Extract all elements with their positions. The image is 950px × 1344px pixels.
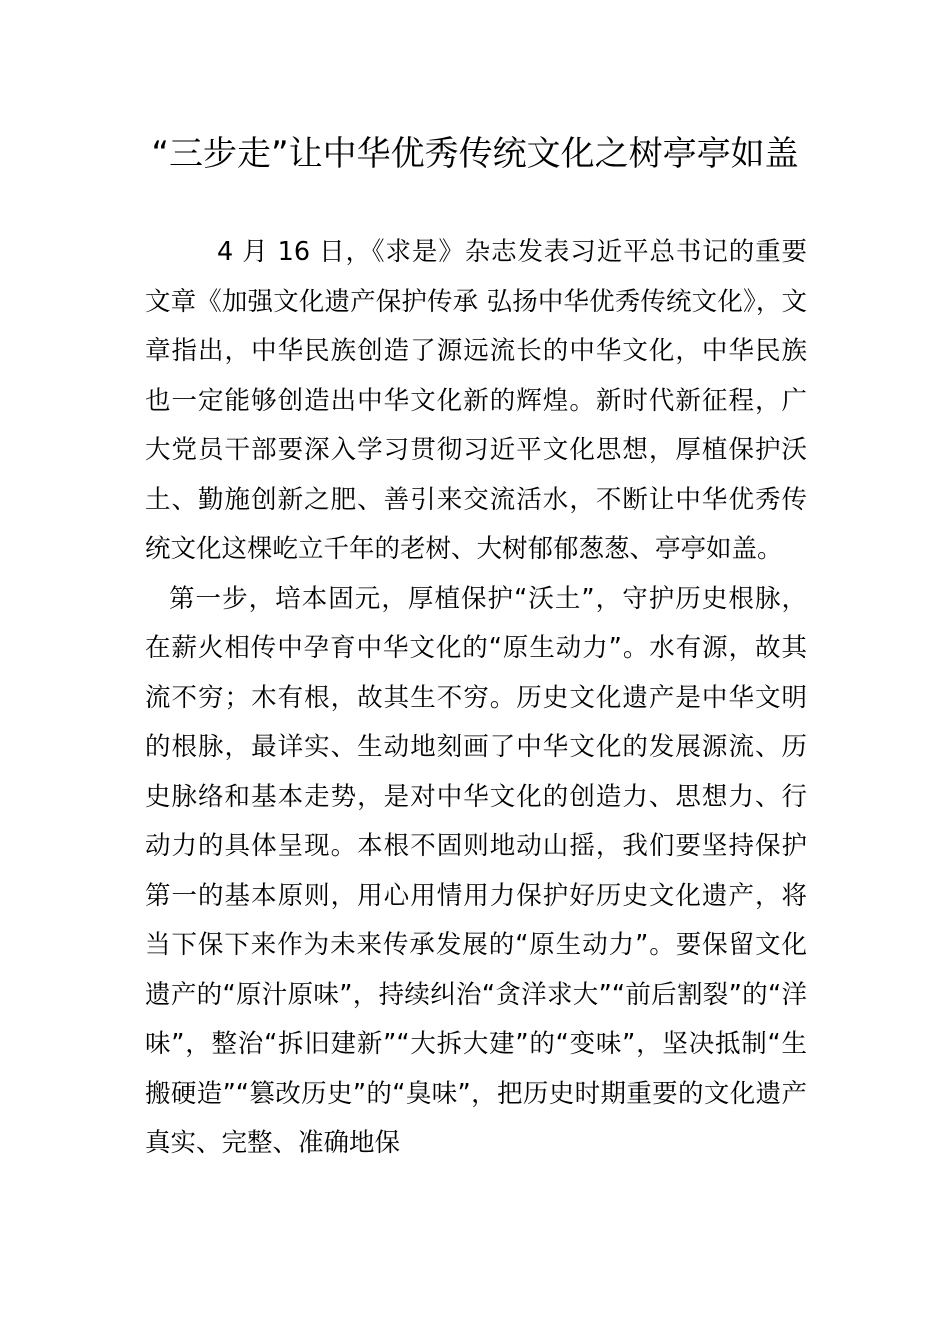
document-body [145,228,807,1169]
document-title: “三步走”让中华优秀传统文化之树亭亭如盖 [151,134,799,174]
paragraph-step-one: 第一步，培本固元，厚植保护“沃土”，守护历史根脉，在薪火相传中孕育中华文化的“原生动力”。水有源，故其流不穷；木有根，故其生不穷。历史文化遗产是中华文明的根脉，最详实、生动地刻画了中华文化的发展源流、历史脉络和基本走势，是对中华文化的创造力、思想力、行动力的具体呈现。本根不固则地动山摇，我们要坚持保护第一的基本原则，用心用情用力保护好历史文化遗产，将当下保下来作为未来传承发展的“原生动力”。要保留文化遗产的“原汁原味”，持续纠治“贪洋求大”“前后割裂”的“洋味”，整治“拆旧建新”“大拆大建”的“变味”，坚决抵制“生搬硬造”“篡改历史”的“臭味”，把历史时期重要的文化遗产真实、完整、准确地保 [145,583,807,1158]
paragraph-intro: 4 月 16 日，《求是》杂志发表习近平总书记的重要文章《加强文化遗产保护传承 弘扬中华优秀传统文化》，文章指出，中华民族创造了源远流长的中华文化，中华民族也一定能够创造出中华文化新的辉煌。新时代新征程，广大党员干部要深入学习贯彻习近平文化思想，厚植保护沃土、勤施创新之肥、善引来交流活水，不断让中华优秀传统文化这棵屹立千年的老树、大树郁郁葱葱、亭亭如盖。 [145,237,807,564]
